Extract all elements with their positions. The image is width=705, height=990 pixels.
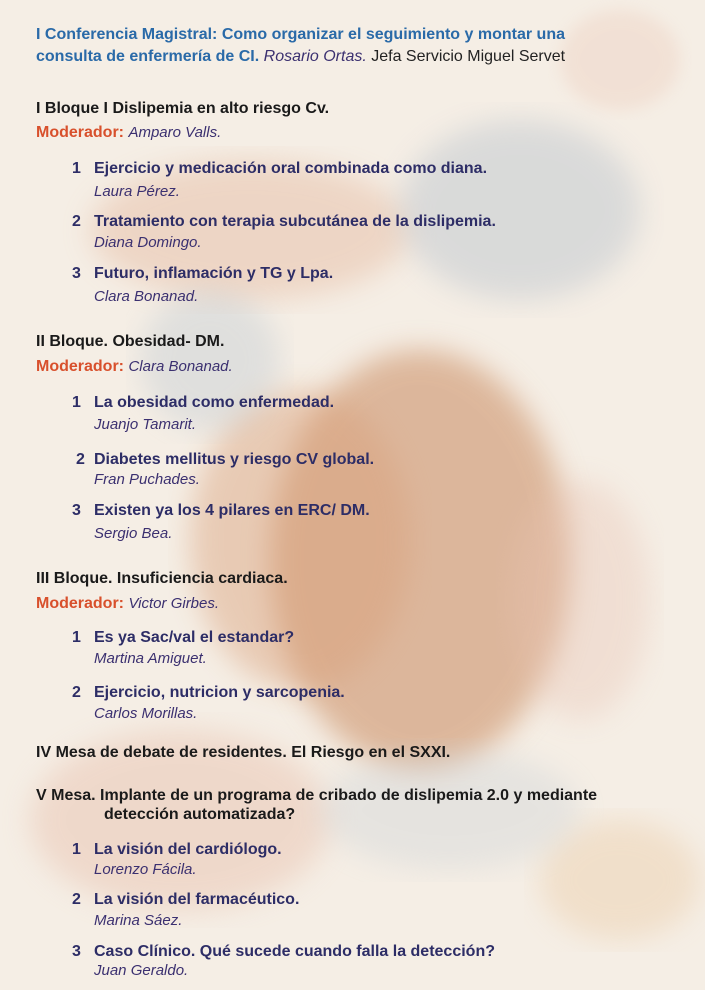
- conference-speaker-role: Jefa Servicio Miguel Servet: [371, 48, 566, 65]
- talk-number: 3: [72, 943, 81, 960]
- talk-speaker: Lorenzo Fácila.: [94, 861, 197, 878]
- talk-number: 3: [72, 502, 81, 519]
- moderator-name: Amparo Valls.: [128, 124, 222, 141]
- block-1-title: I Bloque I Dislipemia en alto riesgo Cv.: [36, 100, 330, 117]
- moderator-label: Moderador:: [36, 124, 124, 141]
- conference-title-line2: consulta de enfermería de CI.: [36, 48, 260, 65]
- block-1-moderator: [36, 124, 221, 142]
- moderator-name: Victor Girbes.: [128, 595, 220, 612]
- talk-title: Existen ya los 4 pilares en ERC/ DM.: [94, 502, 370, 519]
- talk-title: Es ya Sac/val el estandar?: [94, 629, 295, 646]
- block-4-title: IV Mesa de debate de residentes. El Riesgo en el SXXI.: [36, 744, 451, 761]
- block-3-moderator: [36, 595, 219, 613]
- conference-title-line1: I Conferencia Magistral: Como organizar el seguimiento y montar una: [36, 26, 565, 43]
- talk-speaker: Carlos Morillas.: [94, 705, 198, 722]
- talk-speaker: Martina Amiguet.: [94, 650, 207, 667]
- talk-speaker: Laura Pérez.: [94, 183, 180, 200]
- block-5-title-line1: V Mesa. Implante de un programa de cribado de dislipemia 2.0 y mediante: [36, 787, 598, 804]
- moderator-label: Moderador:: [36, 595, 124, 612]
- block-2-title: II Bloque. Obesidad- DM.: [36, 333, 225, 350]
- talk-number: 1: [72, 629, 81, 646]
- moderator-name: Clara Bonanad.: [128, 358, 233, 375]
- conference-speaker: Rosario Ortas.: [263, 48, 367, 65]
- talk-speaker: Clara Bonanad.: [94, 288, 199, 305]
- talk-number: 2: [72, 213, 81, 230]
- talk-speaker: Sergio Bea.: [94, 525, 173, 542]
- talk-speaker: Fran Puchades.: [94, 471, 200, 488]
- talk-number: 1: [72, 160, 81, 177]
- talk-title: La visión del cardiólogo.: [94, 841, 282, 858]
- talk-title: Futuro, inflamación y TG y Lpa.: [94, 265, 334, 282]
- talk-speaker: Diana Domingo.: [94, 234, 202, 251]
- talk-title: La obesidad como enfermedad.: [94, 394, 335, 411]
- talk-number: 2: [72, 684, 81, 701]
- block-5-title-line2: detección automatizada?: [104, 806, 296, 823]
- block-3-title: III Bloque. Insuficiencia cardiaca.: [36, 570, 288, 587]
- conference-title-line2-row: [36, 46, 565, 68]
- talk-speaker: Juanjo Tamarit.: [94, 416, 196, 433]
- talk-title: Tratamiento con terapia subcutánea de la dislipemia.: [94, 213, 496, 230]
- talk-title: Diabetes mellitus y riesgo CV global.: [94, 451, 375, 468]
- talk-title: Ejercicio y medicación oral combinada como diana.: [94, 160, 488, 177]
- talk-number: 2: [72, 891, 81, 908]
- block-2-moderator: [36, 358, 233, 376]
- talk-number: 1: [72, 394, 81, 411]
- talk-title: La visión del farmacéutico.: [94, 891, 300, 908]
- talk-speaker: Juan Geraldo.: [94, 962, 189, 979]
- moderator-label: Moderador:: [36, 358, 124, 375]
- talk-title: Ejercicio, nutricion y sarcopenia.: [94, 684, 345, 701]
- talk-speaker: Marina Sáez.: [94, 912, 183, 929]
- talk-title: Caso Clínico. Qué sucede cuando falla la detección?: [94, 943, 495, 960]
- talk-number: 2: [76, 451, 85, 468]
- talk-number: 3: [72, 265, 81, 282]
- talk-number: 1: [72, 841, 81, 858]
